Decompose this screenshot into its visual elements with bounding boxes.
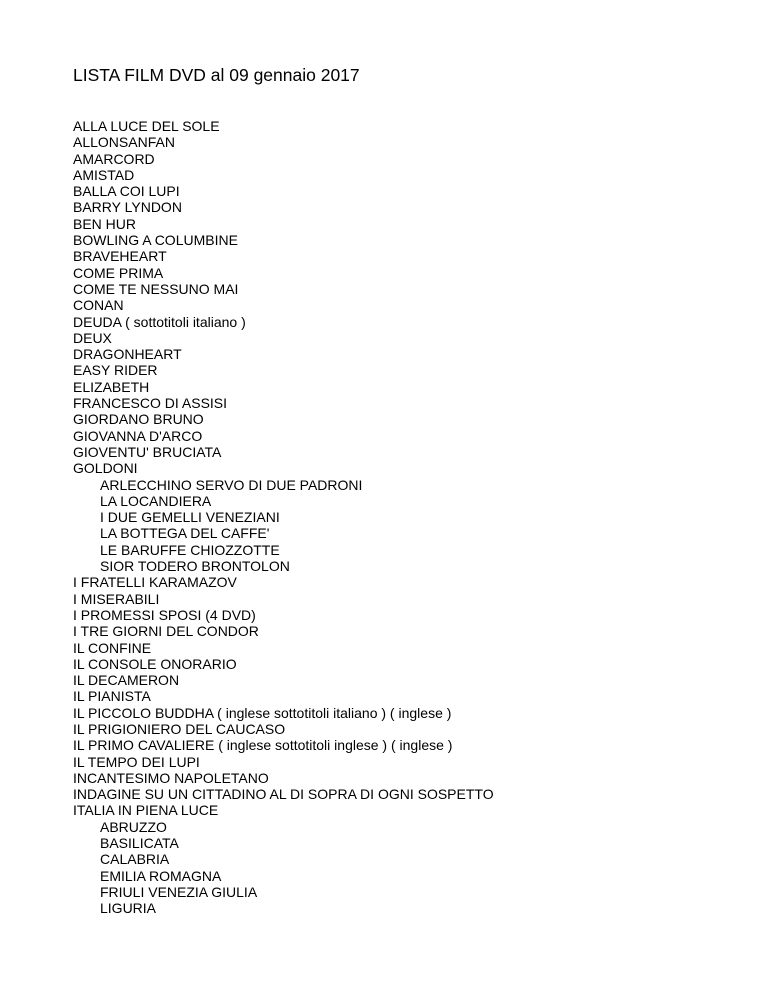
film-item: GIOVANNA D'ARCO [73,427,203,444]
film-item: BOWLING A COLUMBINE [73,232,238,249]
film-subitem: ABRUZZO [100,818,167,835]
film-item: DEUX [73,329,112,346]
film-subitem: LA LOCANDIERA [100,492,212,509]
film-item: I MISERABILI [73,590,160,607]
film-item: I FRATELLI KARAMAZOV [73,574,237,591]
film-item: IL PICCOLO BUDDHA ( inglese sottotitoli italiano ) ( inglese ) [73,704,452,721]
film-item: COME PRIMA [73,264,164,281]
film-item: BALLA COI LUPI [73,183,180,200]
document-title: LISTA FILM DVD al 09 gennaio 2017 [73,65,360,85]
film-item: GIORDANO BRUNO [73,411,204,428]
film-subitem: CALABRIA [100,851,170,868]
film-item: ALLONSANFAN [73,134,175,151]
film-subitem: I DUE GEMELLI VENEZIANI [100,509,280,526]
film-item: IL DECAMERON [73,672,180,689]
film-item: BEN HUR [73,215,137,232]
film-item: EASY RIDER [73,362,158,379]
film-item: GOLDONI [73,460,138,477]
film-item: INDAGINE SU UN CITTADINO AL DI SOPRA DI OGNI SOSPETTO [73,786,494,803]
film-item: COME TE NESSUNO MAI [73,280,239,297]
film-item: FRANCESCO DI ASSISI [73,395,228,412]
film-item: ALLA LUCE DEL SOLE [73,118,220,134]
film-subitem: FRIULI VENEZIA GIULIA [100,883,258,900]
film-subitem: LE BARUFFE CHIOZZOTTE [100,541,280,558]
film-subitem: ARLECCHINO SERVO DI DUE PADRONI [100,476,363,493]
film-subitem: SIOR TODERO BRONTOLON [100,558,290,575]
film-item: IL CONSOLE ONORARIO [73,655,237,672]
film-item: GIOVENTU' BRUCIATA [73,443,222,460]
film-item: IL PRIMO CAVALIERE ( inglese sottotitoli inglese ) ( inglese ) [73,737,453,754]
film-item: AMISTAD [73,166,135,183]
film-item: ELIZABETH [73,378,150,395]
film-item: IL TEMPO DEI LUPI [73,753,200,770]
film-item: I PROMESSI SPOSI (4 DVD) [73,606,256,623]
film-item: AMARCORD [73,150,155,167]
film-subitem: LA BOTTEGA DEL CAFFE' [100,525,270,542]
film-list [73,118,494,917]
film-item: DEUDA ( sottotitoli italiano ) [73,313,246,330]
film-item: BARRY LYNDON [73,199,182,216]
film-item: DRAGONHEART [73,346,182,363]
film-item: INCANTESIMO NAPOLETANO [73,769,269,786]
film-item: CONAN [73,297,124,314]
film-item: IL PIANISTA [73,688,151,705]
film-item: IL PRIGIONIERO DEL CAUCASO [73,720,286,737]
film-subitem: LIGURIA [100,900,157,917]
film-item: ITALIA IN PIENA LUCE [73,802,219,819]
film-item: BRAVEHEART [73,248,167,265]
film-subitem: EMILIA ROMAGNA [100,867,222,884]
film-item: IL CONFINE [73,639,152,656]
film-item: I TRE GIORNI DEL CONDOR [73,623,259,640]
film-subitem: BASILICATA [100,835,179,852]
